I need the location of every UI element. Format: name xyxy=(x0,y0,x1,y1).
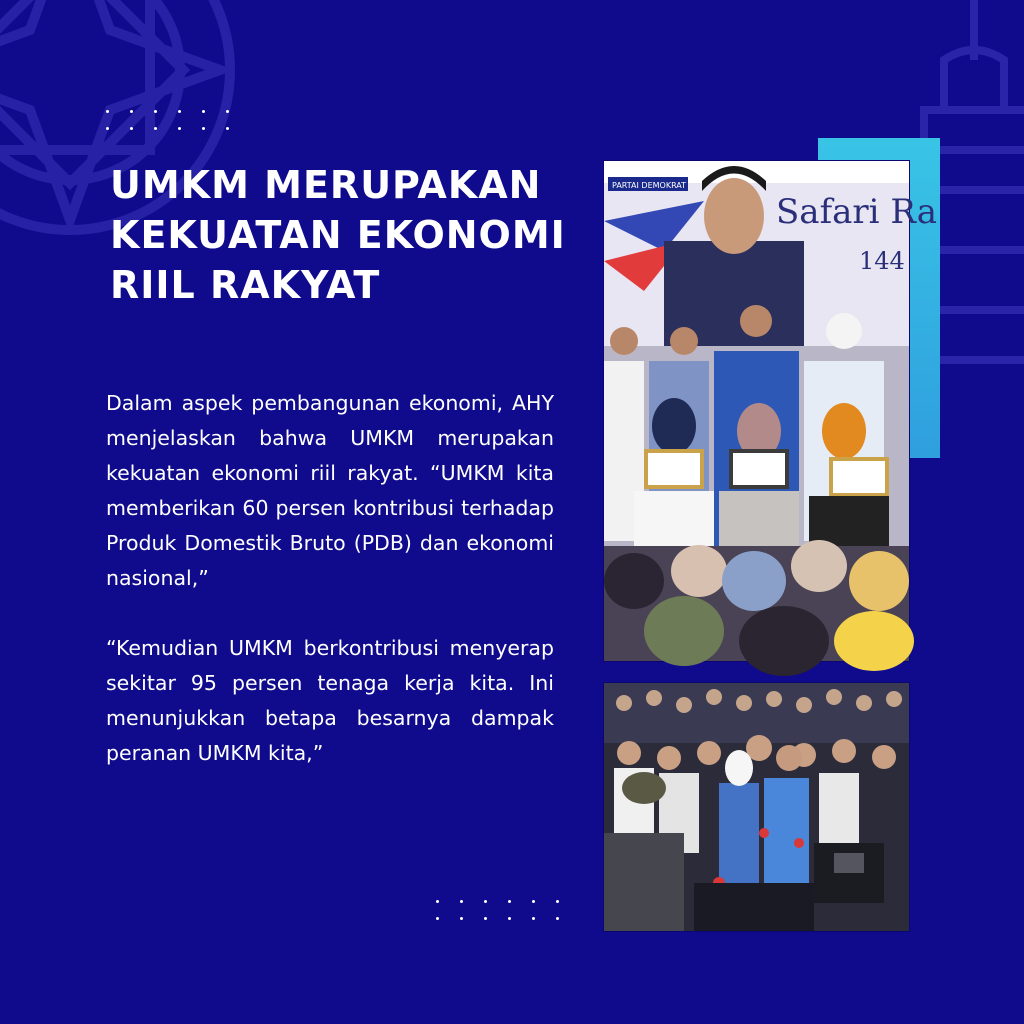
banner-year: 144 xyxy=(859,247,905,275)
paragraph-1: Dalam aspek pembangunan ekonomi, AHY menjelaskan bahwa UMKM merupakan kekuatan ekonomi riil rakyat. “UMKM kita memberikan 60 persen kontribusi terhadap Produk Domestik Bruto (PDB) dan ekonomi nasional,” xyxy=(106,391,554,590)
page-title: UMKM MERUPAKAN KEKUATAN EKONOMI RIIL RAKYAT xyxy=(110,163,566,307)
event-photo-crowd xyxy=(603,682,910,932)
banner-party-label: PARTAI DEMOKRAT xyxy=(612,181,687,190)
dot-grid-decoration-bottom xyxy=(436,900,560,920)
dot-grid-decoration xyxy=(106,110,230,130)
article-body xyxy=(106,386,554,771)
banner-title: Safari Ra xyxy=(776,192,938,232)
event-photo-stage xyxy=(603,160,938,662)
paragraph-2: “Kemudian UMKM berkontribusi menyerap sekitar 95 persen tenaga kerja kita. Ini menunjukkan betapa besarnya dampak peranan UMKM kita,” xyxy=(106,636,554,765)
